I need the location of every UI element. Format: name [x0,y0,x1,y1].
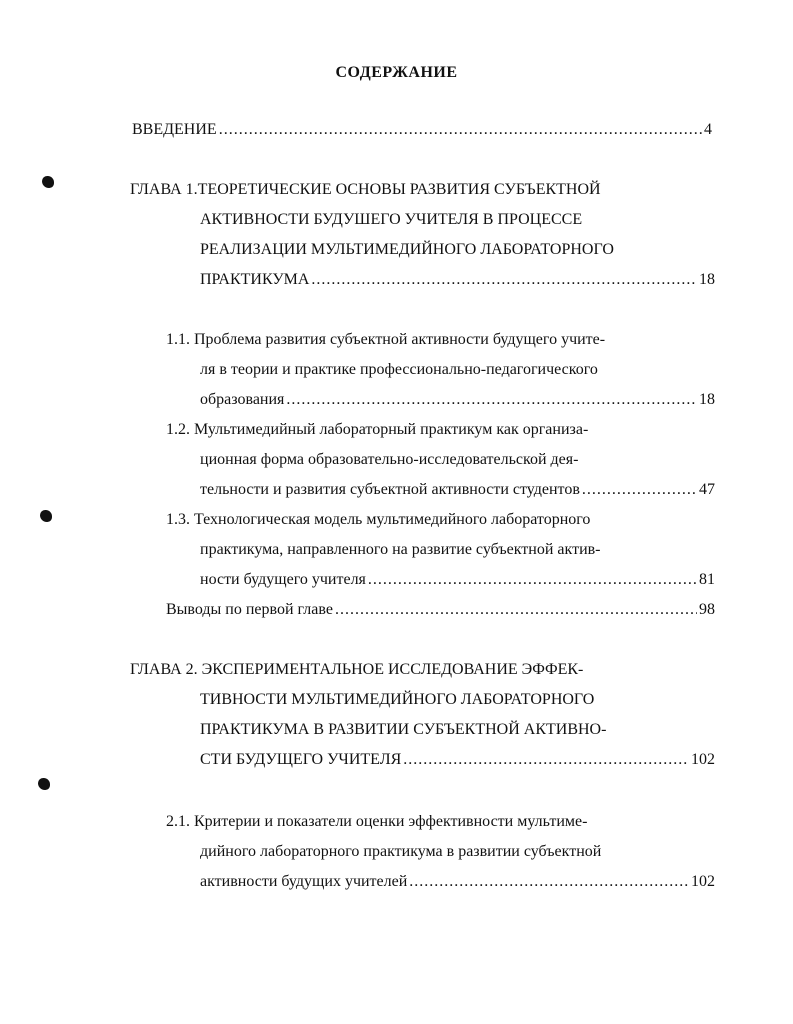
section1-1-line2: ля в теории и практике профессионально-педагогического [200,361,598,378]
section1-2-line1: 1.2. Мультимедийный лабораторный практикум как организа- [166,421,589,438]
chapter1-heading-line2: АКТИВНОСТИ БУДУШЕГО УЧИТЕЛЯ В ПРОЦЕССЕ [200,211,583,228]
chapter1-heading-line3: РЕАЛИЗАЦИИ МУЛЬТИМЕДИЙНОГО ЛАБОРАТОРНОГО [200,241,614,258]
toc-page-number: 47 [699,481,715,498]
dot-leader [409,872,689,892]
section1-1-line1: 1.1. Проблема развития субъектной активности будущего учите- [166,331,606,348]
section1-3-line2: практикума, направленного на развитие субъектной актив- [200,541,601,558]
toc-page-number: 102 [691,873,715,890]
toc-entry-section2-1 [200,872,715,892]
chapter2-heading-line2: ТИВНОСТИ МУЛЬТИМЕДИЙНОГО ЛАБОРАТОРНОГО [200,691,595,708]
toc-entry-chapter1 [200,270,715,290]
dot-leader [219,120,702,140]
toc-entry-section1-1 [200,390,715,410]
toc-entry-label: ности будущего учителя [200,571,366,588]
scan-blot [42,176,54,188]
dot-leader [311,270,697,290]
toc-entry-label: ПРАКТИКУМА [200,271,310,288]
toc-entry-label: образования [200,391,285,408]
chapter1-heading-line1: ГЛАВА 1.ТЕОРЕТИЧЕСКИЕ ОСНОВЫ РАЗВИТИЯ СУБЪЕКТНОЙ [130,181,601,198]
toc-entry-label: СТИ БУДУЩЕГО УЧИТЕЛЯ [200,751,402,768]
dot-leader [335,600,697,620]
toc-entry-conclusions1 [166,600,715,620]
toc-page-number: 81 [699,571,715,588]
chapter2-heading-line3: ПРАКТИКУМА В РАЗВИТИИ СУБЪЕКТНОЙ АКТИВНО- [200,721,607,738]
dot-leader [582,480,697,500]
section2-1-line1: 2.1. Критерии и показатели оценки эффективности мультиме- [166,813,588,830]
toc-page-number: 18 [699,271,715,288]
toc-page-number: 102 [691,751,715,768]
dot-leader [286,390,697,410]
toc-entry-intro [132,120,712,140]
toc-entry-section1-3 [200,570,715,590]
toc-entry-label: Выводы по первой главе [166,601,333,618]
toc-entry-chapter2 [200,750,715,770]
toc-title: СОДЕРЖАНИЕ [335,64,458,81]
toc-page-number: 18 [699,391,715,408]
dot-leader [368,570,697,590]
toc-entry-label: тельности и развития субъектной активности студентов [200,481,580,498]
section1-3-line1: 1.3. Технологическая модель мультимедийного лабораторного [166,511,591,528]
toc-page-number: 4 [704,121,712,138]
toc-entry-section1-2 [200,480,715,500]
dot-leader [403,750,689,770]
section2-1-line2: дийного лабораторного практикума в развитии субъектной [200,843,602,860]
chapter2-heading-line1: ГЛАВА 2. ЭКСПЕРИМЕНТАЛЬНОЕ ИССЛЕДОВАНИЕ ЭФФЕК- [130,661,584,678]
toc-entry-label: активности будущих учителей [200,873,408,890]
section1-2-line2: ционная форма образовательно-исследовательской дея- [200,451,579,468]
scan-blot [40,510,52,522]
scan-blot [38,778,50,790]
toc-page-number: 98 [699,601,715,618]
toc-entry-label: ВВЕДЕНИЕ [132,121,217,138]
